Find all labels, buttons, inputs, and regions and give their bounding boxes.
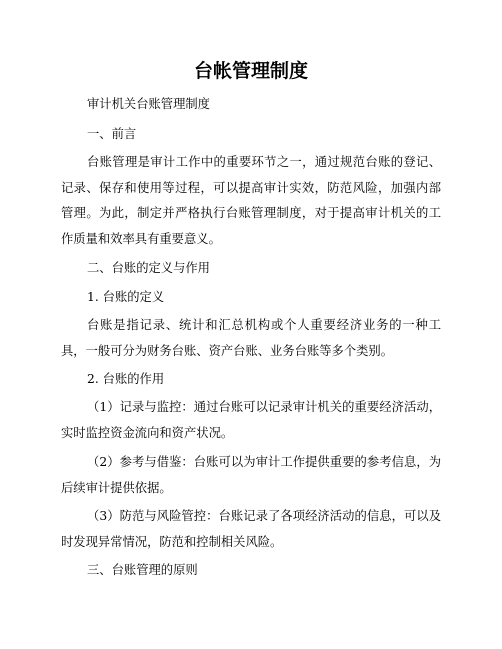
definition-paragraph: 台账是指记录、统计和汇总机构或个人重要经济业务的一种工具，一般可分为财务台账、资产台账、业务台账等多个类别。 <box>61 318 441 358</box>
function-item-3: （3）防范与风险管控：台账记录了各项经济活动的信息，可以及时发现异常情况，防范和控制相关风险。 <box>61 509 441 549</box>
function-item-1: （1）记录与监控：通过台账可以记录审计机关的重要经济活动，实时监控资金流向和资产状况。 <box>61 400 441 440</box>
subheading-function: 2. 台账的作用 <box>87 372 165 386</box>
document-title: 台帐管理制度 <box>193 60 308 82</box>
preface-paragraph: 台账管理是审计工作中的重要环节之一，通过规范台账的登记、记录、保存和使用等过程，可以提高审计实效，防范风险，加强内部管理。为此，制定并严格执行台账管理制度，对于提高审计机关的工作质量和效率具有重要意义。 <box>61 155 441 246</box>
section-heading-preface: 一、前言 <box>87 127 137 141</box>
subheading-definition: 1. 台账的定义 <box>87 290 165 304</box>
section-heading-principles: 三、台账管理的原则 <box>87 563 198 577</box>
subtitle-paragraph: 审计机关台账管理制度 <box>87 97 210 111</box>
section-heading-definition: 二、台账的定义与作用 <box>87 261 210 275</box>
function-item-2: （2）参考与借鉴：台账可以为审计工作提供重要的参考信息，为后续审计提供依据。 <box>61 455 441 495</box>
